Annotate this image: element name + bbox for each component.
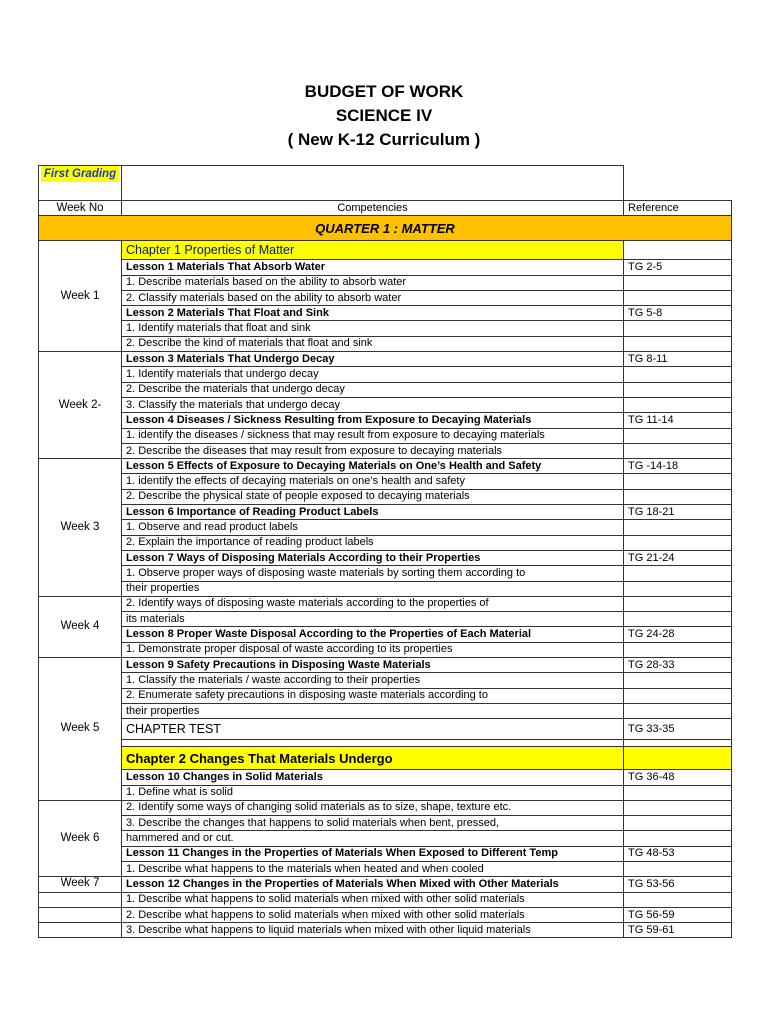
reference-cell	[624, 892, 732, 907]
table-row	[39, 397, 732, 412]
table-row	[39, 241, 732, 260]
competency-item: 1. Describe materials based on the ability to absorb water	[122, 275, 624, 290]
reference-cell	[624, 241, 732, 260]
competency-item: 2. Describe what happens to solid materials when mixed with other solid materials	[122, 907, 624, 922]
table-row	[39, 816, 732, 831]
reference-cell	[624, 642, 732, 657]
table-row	[39, 642, 732, 657]
blank-week-cell	[39, 907, 122, 922]
reference-cell: TG 56-59	[624, 907, 732, 922]
table-row	[39, 907, 732, 922]
reference-cell: TG 8-11	[624, 352, 732, 367]
reference-cell	[624, 520, 732, 535]
lesson-title: Lesson 10 Changes in Solid Materials	[122, 770, 624, 785]
reference-cell	[624, 382, 732, 397]
competency-item: 2. Describe the kind of materials that float and sink	[122, 336, 624, 351]
lesson-title: Lesson 4 Diseases / Sickness Resulting from Exposure to Decaying Materials	[122, 413, 624, 428]
table-row	[39, 413, 732, 428]
chapter-2-heading: Chapter 2 Changes That Materials Undergo	[122, 747, 624, 770]
reference-cell	[624, 831, 732, 846]
reference-cell	[624, 397, 732, 412]
table-row	[39, 520, 732, 535]
competency-item: 2. Describe the diseases that may result from exposure to decaying materials	[122, 443, 624, 458]
table-row	[39, 550, 732, 565]
spacer-cell	[122, 740, 624, 747]
competency-item: 1. Describe what happens to solid materials when mixed with other solid materials	[122, 892, 624, 907]
competency-item: 2. Enumerate safety precautions in disposing waste materials according to	[122, 688, 624, 703]
blank-week-cell	[39, 923, 122, 938]
table-row	[39, 336, 732, 351]
competencies-header: Competencies	[122, 201, 624, 216]
reference-cell: TG 53-56	[624, 877, 732, 892]
table-row	[39, 877, 732, 892]
column-header-row	[39, 201, 732, 216]
competency-item: 2. Classify materials based on the ability to absorb water	[122, 290, 624, 305]
competency-item-continued: their properties	[122, 703, 624, 718]
reference-cell	[624, 336, 732, 351]
reference-cell: TG 48-53	[624, 846, 732, 861]
table-row	[39, 428, 732, 443]
competency-item: 2. Identify ways of disposing waste materials according to the properties of	[122, 596, 624, 611]
lesson-title: Lesson 9 Safety Precautions in Disposing Waste Materials	[122, 658, 624, 673]
week-2-label: Week 2-	[39, 352, 122, 459]
grading-cell	[39, 166, 122, 201]
table-row	[39, 800, 732, 815]
reference-cell	[624, 321, 732, 336]
table-row	[39, 474, 732, 489]
reference-cell	[624, 612, 732, 627]
reference-cell: TG 2-5	[624, 260, 732, 275]
reference-cell: TG 21-24	[624, 550, 732, 565]
reference-cell	[624, 785, 732, 800]
competency-item: 2. Explain the importance of reading product labels	[122, 535, 624, 550]
reference-cell	[624, 428, 732, 443]
table-row	[39, 627, 732, 642]
lesson-title: Lesson 11 Changes in the Properties of Materials When Exposed to Different Temp	[122, 846, 624, 861]
lesson-title: Lesson 3 Materials That Undergo Decay	[122, 352, 624, 367]
document-subject: SCIENCE IV	[335, 106, 433, 125]
table-row	[39, 688, 732, 703]
blank-cell	[624, 166, 732, 201]
reference-cell: TG 59-61	[624, 923, 732, 938]
reference-header: Reference	[624, 201, 732, 216]
first-grading-label: First Grading	[41, 166, 119, 182]
table-row	[39, 382, 732, 397]
document-curriculum: ( New K-12 Curriculum )	[287, 130, 481, 149]
week-1-label: Week 1	[39, 241, 122, 352]
reference-cell	[624, 474, 732, 489]
reference-cell: TG 11-14	[624, 413, 732, 428]
table-row	[39, 747, 732, 770]
reference-cell	[624, 566, 732, 581]
competency-item: 3. Describe what happens to liquid materials when mixed with other liquid materials	[122, 923, 624, 938]
reference-cell	[624, 747, 732, 770]
table-row	[39, 489, 732, 504]
competency-item: 1. Define what is solid	[122, 785, 624, 800]
table-row	[39, 846, 732, 861]
table-row	[39, 658, 732, 673]
spacer-cell	[624, 740, 732, 747]
grading-row	[39, 166, 732, 201]
blank-week-cell	[39, 892, 122, 907]
lesson-title: Lesson 1 Materials That Absorb Water	[122, 260, 624, 275]
reference-cell	[624, 489, 732, 504]
table-row	[39, 892, 732, 907]
lesson-title: Lesson 8 Proper Waste Disposal According to the Properties of Each Material	[122, 627, 624, 642]
competency-item: 2. Identify some ways of changing solid materials as to size, shape, texture etc.	[122, 800, 624, 815]
reference-cell: TG -14-18	[624, 459, 732, 474]
competency-item: 3. Classify the materials that undergo decay	[122, 397, 624, 412]
reference-cell: TG 28-33	[624, 658, 732, 673]
reference-cell	[624, 367, 732, 382]
table-row	[39, 673, 732, 688]
competency-item: 2. Describe the physical state of people exposed to decaying materials	[122, 489, 624, 504]
table-row	[39, 566, 732, 581]
week-no-header: Week No	[39, 201, 122, 216]
lesson-title: Lesson 12 Changes in the Properties of Materials When Mixed with Other Materials	[122, 877, 624, 892]
competency-item: 1. Observe proper ways of disposing waste materials by sorting them according to	[122, 566, 624, 581]
competency-item: 1. Describe what happens to the materials when heated and when cooled	[122, 861, 624, 876]
competency-item: 1. Identify materials that float and sink	[122, 321, 624, 336]
chapter-1-heading: Chapter 1 Properties of Matter	[122, 241, 624, 260]
reference-cell	[624, 275, 732, 290]
week-7-label: Week 7	[39, 877, 122, 892]
reference-cell	[624, 290, 732, 305]
reference-cell	[624, 581, 732, 596]
reference-cell	[624, 673, 732, 688]
quarter-row	[39, 216, 732, 241]
table-row	[39, 740, 732, 747]
lesson-title: Lesson 5 Effects of Exposure to Decaying Materials on One’s Health and Safety	[122, 459, 624, 474]
reference-cell	[624, 443, 732, 458]
lesson-title: Lesson 2 Materials That Float and Sink	[122, 306, 624, 321]
table-row	[39, 535, 732, 550]
week-6-label: Week 6	[39, 800, 122, 876]
reference-cell: TG 5-8	[624, 306, 732, 321]
reference-cell	[624, 703, 732, 718]
blank-cell	[122, 166, 624, 201]
week-5-label: Week 5	[39, 658, 122, 801]
table-row	[39, 443, 732, 458]
table-row	[39, 505, 732, 520]
table-row	[39, 459, 732, 474]
competency-item: 3. Describe the changes that happens to solid materials when bent, pressed,	[122, 816, 624, 831]
reference-cell	[624, 800, 732, 815]
table-row	[39, 831, 732, 846]
table-row	[39, 352, 732, 367]
lesson-title: Lesson 6 Importance of Reading Product Labels	[122, 505, 624, 520]
table-row	[39, 719, 732, 740]
table-row	[39, 321, 732, 336]
reference-cell	[624, 688, 732, 703]
table-row	[39, 290, 732, 305]
table-row	[39, 703, 732, 718]
table-row	[39, 770, 732, 785]
competency-item-continued: their properties	[122, 581, 624, 596]
reference-cell	[624, 816, 732, 831]
table-row	[39, 275, 732, 290]
table-row	[39, 861, 732, 876]
week-3-label: Week 3	[39, 459, 122, 597]
table-row	[39, 306, 732, 321]
reference-cell: TG 18-21	[624, 505, 732, 520]
reference-cell	[624, 596, 732, 611]
reference-cell: TG 36-48	[624, 770, 732, 785]
table-row	[39, 785, 732, 800]
reference-cell: TG 33-35	[624, 719, 732, 740]
competency-item: 1. Classify the materials / waste according to their properties	[122, 673, 624, 688]
table-row	[39, 612, 732, 627]
quarter-heading: QUARTER 1 : MATTER	[39, 216, 732, 241]
chapter-test-label: CHAPTER TEST	[122, 719, 624, 740]
table-row	[39, 581, 732, 596]
budget-of-work-table	[38, 165, 732, 938]
week-4-label: Week 4	[39, 596, 122, 657]
competency-item-continued: hammered and or cut.	[122, 831, 624, 846]
table-row	[39, 367, 732, 382]
competency-item: 1. identify the diseases / sickness that may result from exposure to decaying materials	[122, 428, 624, 443]
reference-cell	[624, 535, 732, 550]
reference-cell	[624, 861, 732, 876]
document-title: BUDGET OF WORK	[304, 82, 464, 101]
competency-item: 2. Describe the materials that undergo decay	[122, 382, 624, 397]
competency-item: 1. identify the effects of decaying materials on one’s health and safety	[122, 474, 624, 489]
table-row	[39, 923, 732, 938]
competency-item: 1. Demonstrate proper disposal of waste according to its properties	[122, 642, 624, 657]
table-row	[39, 260, 732, 275]
table-row	[39, 596, 732, 611]
competency-item-continued: its materials	[122, 612, 624, 627]
lesson-title: Lesson 7 Ways of Disposing Materials According to their Properties	[122, 550, 624, 565]
competency-item: 1. Identify materials that undergo decay	[122, 367, 624, 382]
reference-cell: TG 24-28	[624, 627, 732, 642]
competency-item: 1. Observe and read product labels	[122, 520, 624, 535]
